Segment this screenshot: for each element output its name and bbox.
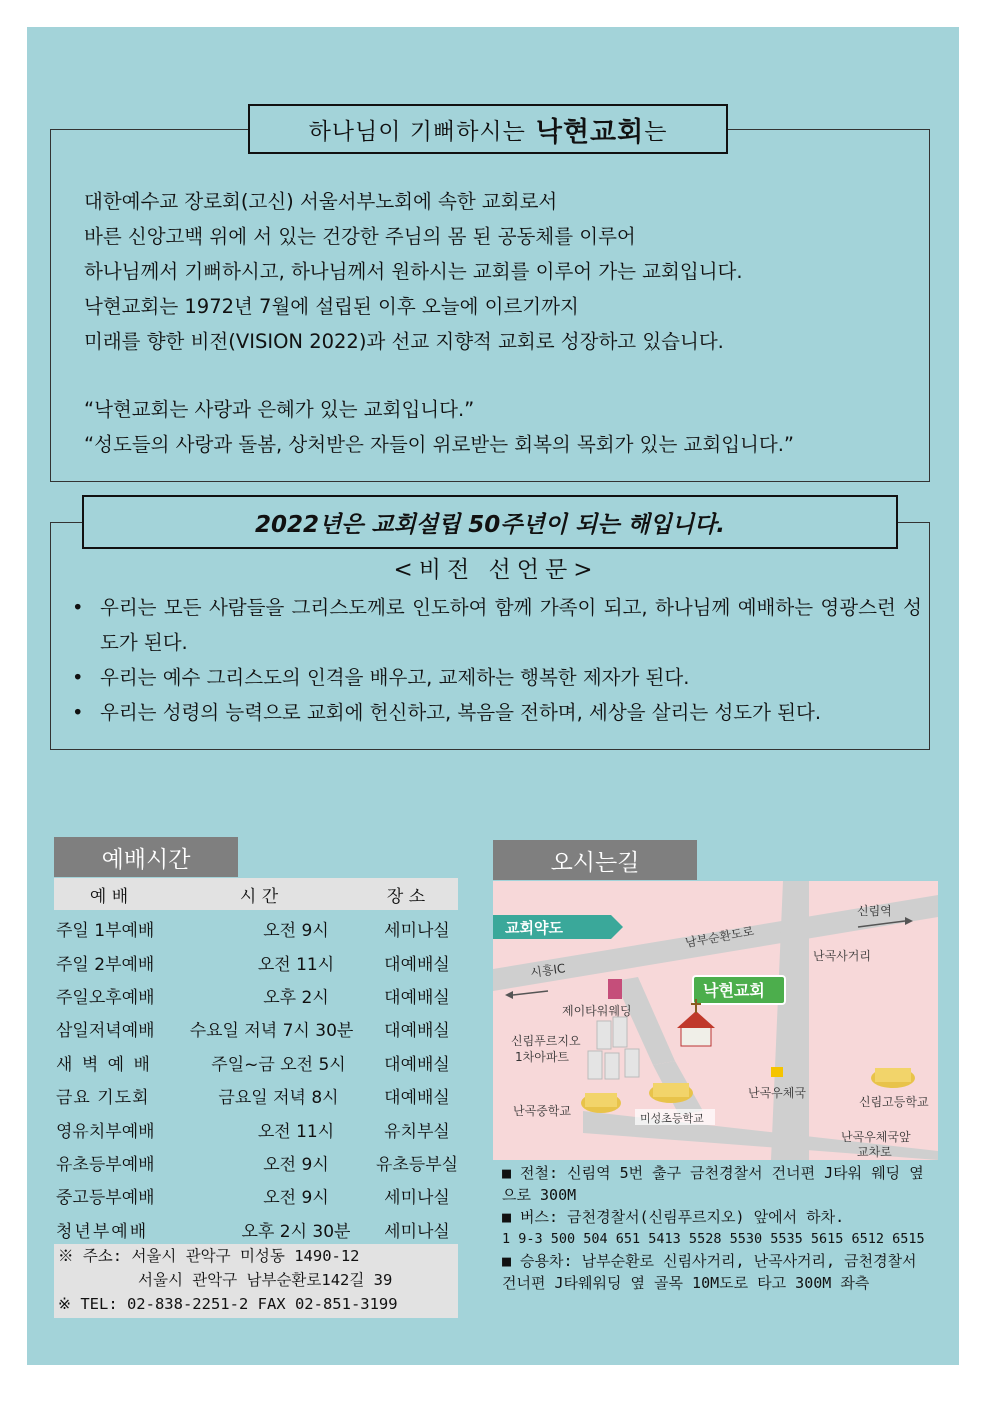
arrowhead-left-icon [505,991,513,999]
arrow-left-icon [513,991,548,995]
map-label-sillim-station: 신림역 [857,904,892,918]
header-place: 장 소 [386,886,426,907]
header-time: 시 간 [239,886,279,907]
service-time: 수요일 저녁 7시 30분 [189,1021,354,1042]
intro-line: 하나님께서 기뻐하시고, 하나님께서 원하시는 교회를 이루어 가는 교회입니다. [84,260,743,283]
service-place: 대예배실 [384,987,450,1008]
service-time: 금요일 저녁 8시 [218,1088,339,1109]
map-label-miseong-elem: 미성초등학교 [640,1112,704,1125]
service-name: 청년부예배 [56,1221,149,1242]
map-label-siheung-ic: 시흥IC [529,961,567,980]
service-place: 대예배실 [384,1021,450,1042]
service-place: 유치부실 [384,1121,450,1142]
map-label-post-front-2: 교차로 [857,1145,892,1159]
service-name: 영유치부예배 [56,1121,155,1142]
tel-fax-line: ※ TEL: 02-838-2251-2 FAX 02-851-3199 [58,1295,398,1313]
vision-item-text: 우리는 성령의 능력으로 교회에 헌신하고, 복음을 전하며, 세상을 살리는 성도가 된다. [100,701,822,724]
quote-line: “낙현교회는 사랑과 은혜가 있는 교회입니다.” [84,398,475,421]
worship-times-tab: 예배시간 [54,837,238,877]
address-line-2: 서울시 관악구 남부순환로142길 39 [138,1271,393,1289]
table-row [56,1079,466,1112]
bullet: • [72,596,84,619]
intro-title-prefix: 하나님이 기뻐하시는 [308,118,526,145]
map-label-post-front-1: 난곡우체국앞 [841,1130,911,1144]
table-row [56,1213,466,1246]
intro-line: 낙현교회는 1972년 7월에 설립된 이후 오늘에 이르기까지 [84,295,579,318]
intro-title [248,104,728,154]
service-place: 대예배실 [384,1054,450,1075]
service-place: 세미나실 [384,1221,450,1242]
service-time: 오전 9시 [263,1188,329,1209]
intro-line: 미래를 향한 비전(VISION 2022)과 선교 지향적 교회로 성장하고 있습니다. [84,330,724,353]
intro-paragraph [84,184,924,359]
church-icon [677,999,715,1046]
service-time: 오전 11시 [257,954,335,975]
map-label-post-office: 난곡우체국 [748,1086,806,1100]
vision-heading: <비전 선언문> [393,557,599,583]
table-row [56,1012,466,1045]
directions-text [502,1162,932,1294]
map-drawing [493,881,938,1160]
service-name: 주일 1부예배 [56,921,155,942]
bullet: • [72,666,84,689]
vision-item-text: 우리는 예수 그리스도의 인격을 배우고, 교제하는 행복한 제자가 된다. [100,666,690,689]
table-row [56,912,466,945]
table-row [56,979,466,1012]
service-name: 삼일저녁예배 [56,1021,155,1042]
map-label-nangok-middle: 난곡중학교 [513,1104,571,1118]
service-name: 금요 기도회 [56,1088,150,1109]
service-name: 주일오후예배 [56,987,155,1008]
map-label-nangok-intersection: 난곡사거리 [813,949,871,963]
service-name: 새 벽 예 배 [56,1054,152,1075]
church-label-text: 낙현교회 [703,981,765,1000]
vision-list [72,590,922,730]
service-time: 오후 2시 30분 [241,1221,351,1242]
service-place: 세미나실 [384,921,450,942]
directions-bus-numbers: 1 9-3 500 504 651 5413 5528 5530 5535 5615 6512 6515 [502,1231,925,1247]
worship-table-header [54,878,458,910]
directions-subway: ■ 전철: 신림역 5번 출구 금천경찰서 건너편 J타워 웨딩 옆으로 300M [502,1164,924,1204]
table-row [56,1179,466,1212]
vision-item-text: 우리는 모든 사람들을 그리스도께로 인도하여 함께 가족이 되고, 하나님께 예배하는 영광스런 성도가 된다. [100,596,922,654]
service-time: 오전 9시 [263,921,329,942]
directions-bus: ■ 버스: 금천경찰서(신림푸르지오) 앞에서 하차. [502,1208,845,1226]
service-time: 오후 2시 [263,987,329,1008]
service-place: 대예배실 [384,954,450,975]
table-row [56,1046,466,1079]
table-row [56,1112,466,1145]
directions-car: ■ 승용차: 남부순환로 신림사거리, 난곡사거리, 금천경찰서 건너편 J타웨워딩 옆 골목 10M도로 타고 300M 좌측 [502,1252,917,1292]
intro-quotes [84,392,924,462]
contact-box [54,1244,458,1318]
service-place: 유초등부실 [375,1154,459,1175]
service-time: 주일~금 오전 5시 [211,1054,346,1075]
bullet: • [72,701,84,724]
service-place: 대예배실 [384,1088,450,1109]
map-badge-text: 교회약도 [505,919,563,937]
vision-item [72,660,922,695]
map-label-jtower: 제이타워웨딩 [562,1004,632,1018]
service-place: 세미나실 [384,1188,450,1209]
vision-item [72,695,922,730]
map-label-sillim-high: 신림고등학교 [859,1095,929,1109]
intro-title-church: 낙현교회 [535,116,645,148]
vision-item [72,590,922,660]
service-name: 주일 2부예배 [56,954,155,975]
header-service: 예 배 [89,886,129,907]
directions-tab: 오시는길 [493,840,697,880]
anniversary-banner: 2022년은 교회설립 50주년이 되는 해입니다. [82,495,898,549]
intro-line: 바른 신앙고백 위에 서 있는 건강한 주님의 몸 된 공동체를 이루어 [84,225,636,248]
table-row [56,1146,466,1179]
service-time: 오전 11시 [257,1121,335,1142]
map-label-nambu-road: 남부순환도로 [684,924,756,950]
worship-table [56,912,466,1246]
quote-line: “성도들의 사랑과 돌봄, 상처받은 자들이 위로받는 회복의 목회가 있는 교회입니다.” [84,433,795,456]
service-name: 유초등부예배 [56,1154,155,1175]
map-label-prugio-2: 1차아파트 [515,1050,570,1064]
service-time: 오전 9시 [263,1154,329,1175]
table-row [56,945,466,978]
intro-title-suffix: 는 [644,118,668,145]
address-line-1: ※ 주소: 서울시 관악구 미성동 1490-12 [58,1247,360,1265]
map-label-prugio-1: 신림푸르지오 [511,1034,581,1048]
service-name: 중고등부예배 [56,1188,155,1209]
church-map [493,881,938,1160]
intro-line: 대한예수교 장로회(고신) 서울서부노회에 속한 교회로서 [84,190,558,213]
